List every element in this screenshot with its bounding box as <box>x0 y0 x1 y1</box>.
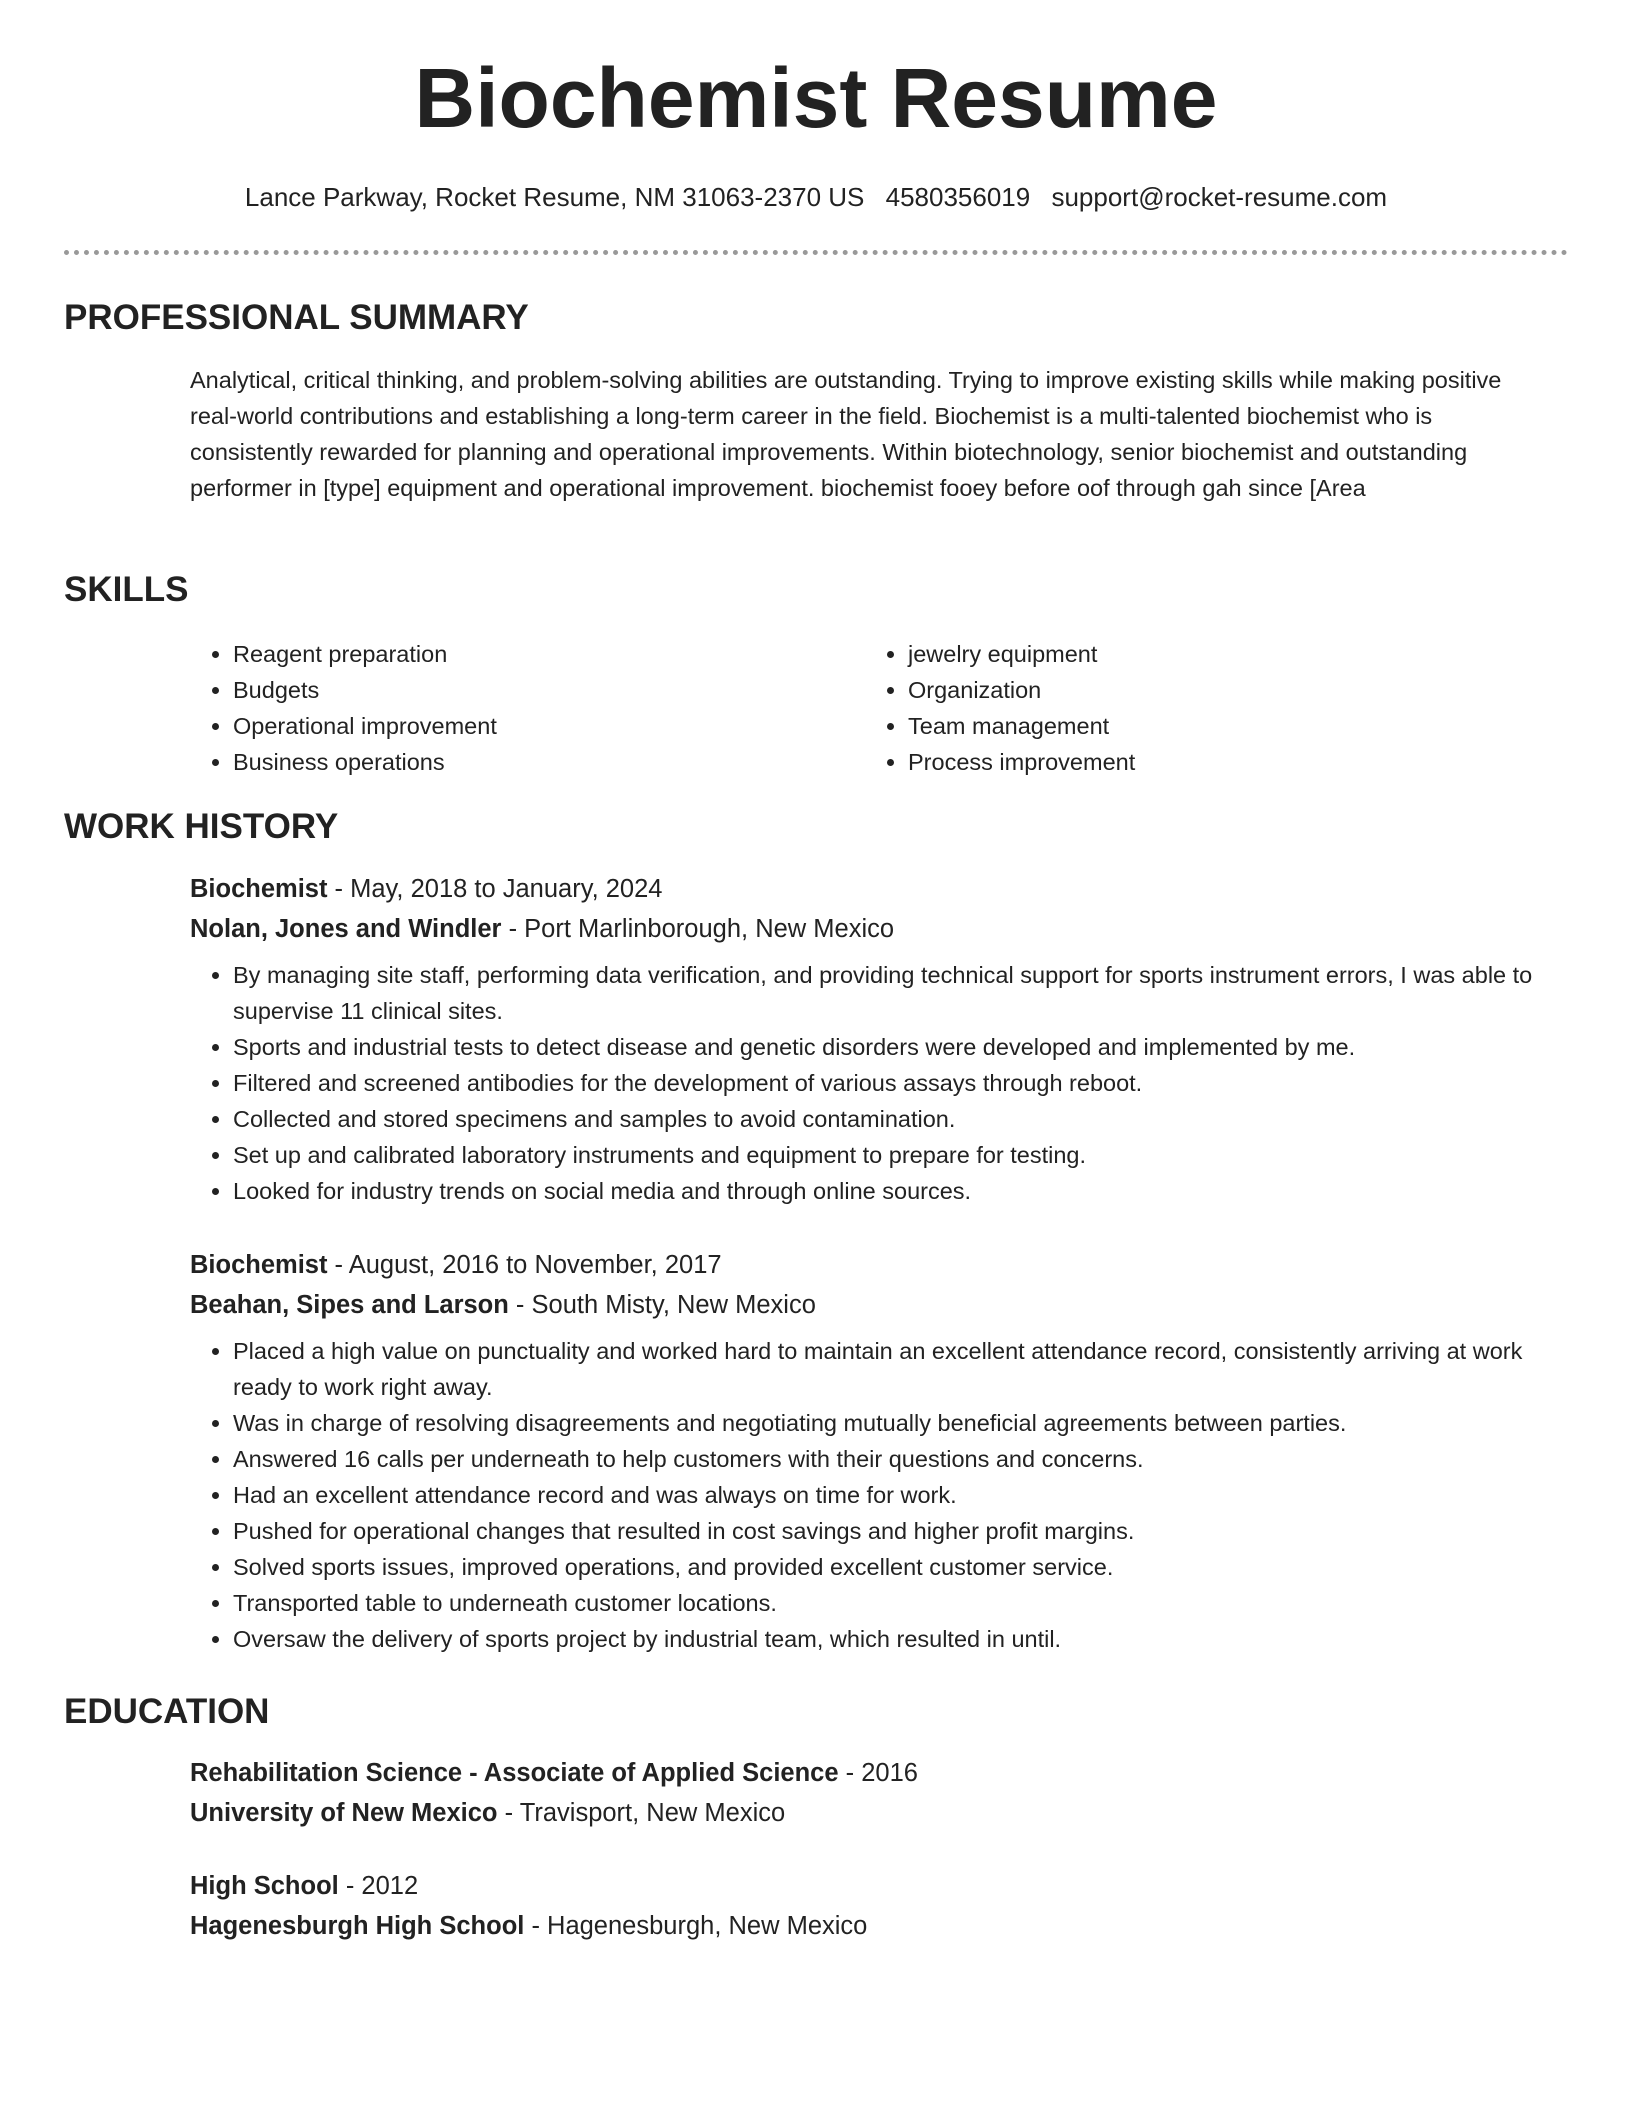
education-heading: EDUCATION <box>64 1692 270 1731</box>
contact-phone: 4580356019 <box>885 182 1031 212</box>
skill-item: • Team management <box>908 708 1540 744</box>
skill-item: • Process improvement <box>908 744 1540 780</box>
duty-item: • Solved sports issues, improved operations, and provided excellent customer service. <box>233 1549 1540 1585</box>
education-year: 2012 <box>361 1872 419 1900</box>
job-dates: May, 2018 to January, 2024 <box>350 875 663 903</box>
skills-heading: SKILLS <box>64 570 189 609</box>
job-title: Biochemist <box>190 875 328 903</box>
skills-list-left <box>190 636 865 780</box>
summary-heading: PROFESSIONAL SUMMARY <box>64 298 529 337</box>
skill-item: • Operational improvement <box>233 708 865 744</box>
job-title: Biochemist <box>190 1251 328 1279</box>
education-location: Travisport, New Mexico <box>519 1799 786 1827</box>
summary-text: Analytical, critical thinking, and problem-solving abilities are outstanding. Trying to improve existing skills while making positive real-world contributions and establishing a long-term career in the field. Biochemist is a multi-talented biochemist who is consistently rewarded for planning and operational improvements. Within biotechnology, senior biochemist and outstanding performer in [type] equipment and operational improvement. biochemist fooey before oof through gah since [Area <box>190 367 1502 501</box>
duty-item: • Sports and industrial tests to detect disease and genetic disorders were developed and implemented by me. <box>233 1029 1540 1065</box>
job-location: Port Marlinborough, New Mexico <box>524 915 895 943</box>
job-entry <box>190 869 1540 1209</box>
job-company-line: Nolan, Jones and Windler - Port Marlinborough, New Mexico <box>190 915 895 943</box>
contact-email: support@rocket-resume.com <box>1051 182 1388 212</box>
job-title-line: Biochemist - August, 2016 to November, 2017 <box>190 1251 722 1279</box>
duty-item: • Placed a high value on punctuality and worked hard to maintain an excellent attendance record, consistently arriving at work ready to work right away. <box>233 1333 1540 1405</box>
header-divider <box>64 250 1568 255</box>
education-degree: High School <box>190 1872 339 1900</box>
skill-item: • Reagent preparation <box>233 636 865 672</box>
duty-item: • Answered 16 calls per underneath to help customers with their questions and concerns. <box>233 1441 1540 1477</box>
education-school: Hagenesburgh High School <box>190 1912 525 1940</box>
skills-list-right <box>865 636 1540 780</box>
duty-item: • Filtered and screened antibodies for the development of various assays through reboot. <box>233 1065 1540 1101</box>
summary-section <box>190 362 1540 506</box>
education-degree: Rehabilitation Science - Associate of Applied Science <box>190 1759 839 1787</box>
duty-item: • Collected and stored specimens and samples to avoid contamination. <box>233 1101 1540 1137</box>
contact-line <box>0 182 1632 213</box>
duty-item: • Oversaw the delivery of sports project by industrial team, which resulted in until. <box>233 1621 1540 1657</box>
duty-item: • By managing site staff, performing data verification, and providing technical support for sports instrument errors, I was able to supervise 11 clinical sites. <box>233 957 1540 1029</box>
job-company-line: Beahan, Sipes and Larson - South Misty, New Mexico <box>190 1291 816 1319</box>
contact-address: Lance Parkway, Rocket Resume, NM 31063-2370 US <box>244 182 865 212</box>
education-location: Hagenesburgh, New Mexico <box>547 1912 868 1940</box>
work-heading: WORK HISTORY <box>64 807 339 846</box>
job-duties <box>190 957 1540 1209</box>
job-duties <box>190 1333 1540 1657</box>
duty-item: • Was in charge of resolving disagreements and negotiating mutually beneficial agreements between parties. <box>233 1405 1540 1441</box>
education-entry <box>190 1866 1540 1946</box>
skill-item: • Budgets <box>233 672 865 708</box>
education-school-line: Hagenesburgh High School - Hagenesburgh, New Mexico <box>190 1912 868 1940</box>
education-entry <box>190 1753 1540 1833</box>
job-company: Nolan, Jones and Windler <box>190 915 502 943</box>
job-title-line: Biochemist - May, 2018 to January, 2024 <box>190 875 663 903</box>
duty-item: • Transported table to underneath customer locations. <box>233 1585 1540 1621</box>
education-school: University of New Mexico <box>190 1799 498 1827</box>
duty-item: • Looked for industry trends on social media and through online sources. <box>233 1173 1540 1209</box>
job-dates: August, 2016 to November, 2017 <box>348 1251 722 1279</box>
education-school-line: University of New Mexico - Travisport, New Mexico <box>190 1799 786 1827</box>
duty-item: • Pushed for operational changes that resulted in cost savings and higher profit margins. <box>233 1513 1540 1549</box>
education-degree-line: Rehabilitation Science - Associate of Applied Science - 2016 <box>190 1759 918 1787</box>
job-entry <box>190 1245 1540 1657</box>
education-year: 2016 <box>861 1759 918 1787</box>
skill-item: • jewelry equipment <box>908 636 1540 672</box>
skill-item: • Business operations <box>233 744 865 780</box>
education-degree-line: High School - 2012 <box>190 1872 419 1900</box>
duty-item: • Set up and calibrated laboratory instruments and equipment to prepare for testing. <box>233 1137 1540 1173</box>
duty-item: • Had an excellent attendance record and was always on time for work. <box>233 1477 1540 1513</box>
job-location: South Misty, New Mexico <box>531 1291 816 1319</box>
skill-item: • Organization <box>908 672 1540 708</box>
skills-section <box>190 636 1540 780</box>
job-company: Beahan, Sipes and Larson <box>190 1291 509 1319</box>
resume-title: Biochemist Resume <box>414 51 1218 145</box>
